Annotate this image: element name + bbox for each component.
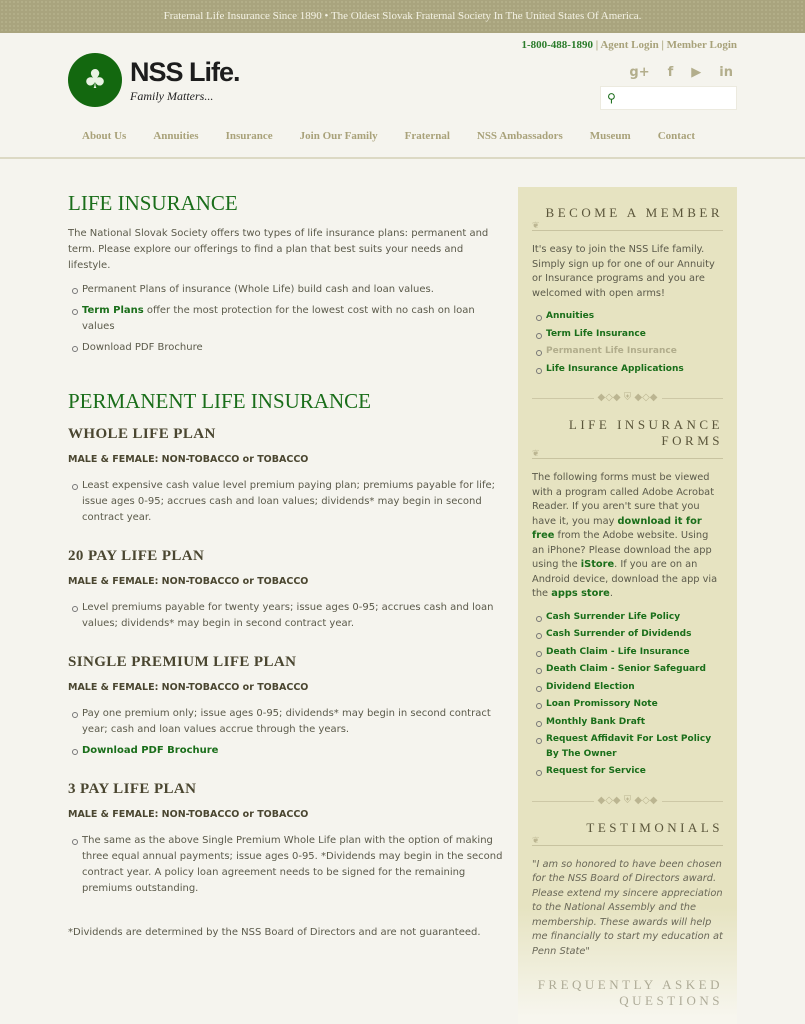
header	[0, 33, 805, 159]
form-link[interactable]: Death Claim - Senior Safeguard	[536, 662, 723, 677]
sidebar-link-term[interactable]: Term Life Insurance	[536, 327, 723, 342]
download-brochure-link[interactable]: Download PDF Brochure	[72, 743, 503, 759]
logo[interactable]	[68, 53, 240, 107]
flourish-divider	[532, 838, 723, 846]
footnote: *Dividends are determined by the NSS Board of Directors and are not guaranteed.	[68, 927, 481, 938]
flourish-divider	[532, 223, 723, 231]
member-text: It's easy to join the NSS Life family. Simply sign up for one of our Annuity or Insurance programs and you are welcomed with open arms!	[532, 244, 715, 299]
phone-link[interactable]: 1-800-488-1890	[521, 39, 593, 51]
nav-join-our-family[interactable]: Join Our Family	[299, 130, 378, 142]
form-link[interactable]: Request for Service	[536, 764, 723, 779]
plan-description: The same as the above Single Premium Whole Life plan with the option of making three equal annual payments; issue ages 0-95. *Dividends may begin in the second contract year. A policy loan agreement needs to be signed for the remaining premiums outstanding.	[72, 833, 503, 897]
form-link[interactable]: Request Affidavit For Lost Policy By The Owner	[536, 732, 723, 761]
nav-nss-ambassadors[interactable]: NSS Ambassadors	[476, 130, 563, 142]
sidebar	[518, 187, 737, 1024]
text: The following forms must be viewed with a program called Adobe Acrobat Reader. If you aren't sure that you have it, you may	[532, 472, 715, 527]
form-link[interactable]: Loan Promissory Note	[536, 697, 723, 712]
intro-text: The National Slovak Society offers two types of life insurance plans: permanent and term. Please explore our offerings to find a plan that best suits your needs and lifestyle.	[68, 228, 489, 271]
sidebar-heading: BECOME A MEMBER	[545, 205, 723, 220]
crest-icon: ◆◇◆ ⛨ ◆◇◆	[594, 392, 662, 403]
list-item: Permanent Plans of insurance (Whole Life) build cash and loan values.	[72, 282, 503, 298]
form-link[interactable]: Dividend Election	[536, 680, 723, 695]
plan-title: 20 PAY LIFE PLAN	[68, 548, 205, 564]
istore-link[interactable]: iStore	[580, 559, 615, 570]
sidebar-heading: LIFE INSURANCE FORMS	[568, 417, 723, 448]
logo-name: NSS Life.	[130, 56, 240, 87]
sidebar-link-annuities[interactable]: Annuities	[536, 309, 723, 324]
plan-label: MALE & FEMALE: NON-TOBACCO or TOBACCO	[68, 576, 309, 587]
testimonial-quote: "I am so honored to have been chosen for the NSS Board of Directors award. Please extend my sincere appreciation to the National Assembly and the membership. These awards will help me financially to start my education at Penn State"	[532, 858, 723, 957]
form-link[interactable]: Monthly Bank Draft	[536, 715, 723, 730]
list-text: offer the most protection for the lowest cost with no cash on loan values	[82, 305, 475, 332]
plan-title: 3 PAY LIFE PLAN	[68, 781, 197, 797]
plan-title: WHOLE LIFE PLAN	[68, 426, 216, 442]
ornament-divider	[532, 794, 723, 806]
main-nav	[82, 130, 695, 142]
ornament-divider	[532, 392, 723, 403]
nav-museum[interactable]: Museum	[589, 130, 631, 142]
nav-contact[interactable]: Contact	[657, 130, 695, 142]
main-content	[68, 190, 503, 941]
download-brochure-link[interactable]: Download PDF Brochure	[72, 340, 503, 356]
nav-fraternal[interactable]: Fraternal	[404, 130, 450, 142]
apps-store-link[interactable]: apps store	[551, 588, 610, 599]
plan-description: Level premiums payable for twenty years; issue ages 0-95; accrues cash and loan values; dividends* may begin in second contract year.	[72, 600, 503, 632]
member-login-link[interactable]: Member Login	[666, 39, 737, 51]
section-title: PERMANENT LIFE INSURANCE	[68, 389, 371, 413]
forms-text	[532, 471, 723, 602]
search-box	[600, 86, 737, 110]
facebook-icon[interactable]: f	[667, 65, 674, 80]
acrobat-download-link[interactable]: download it for free	[532, 515, 702, 541]
text: .	[609, 588, 613, 599]
separator: |	[658, 39, 667, 51]
sidebar-link-applications[interactable]: Life Insurance Applications	[536, 362, 723, 377]
form-link[interactable]: Cash Surrender of Dividends	[536, 627, 723, 642]
intro-list	[68, 282, 503, 356]
sidebar-heading: FREQUENTLY ASKED QUESTIONS	[537, 977, 723, 1008]
term-plans-link[interactable]: Term Plans	[82, 305, 144, 316]
plan-label: MALE & FEMALE: NON-TOBACCO or TOBACCO	[68, 809, 309, 820]
sidebar-heading: TESTIMONIALS	[586, 819, 723, 835]
sidebar-link-permanent[interactable]: Permanent Life Insurance	[536, 344, 723, 359]
search-input[interactable]	[620, 91, 730, 106]
plan-title: SINGLE PREMIUM LIFE PLAN	[68, 654, 297, 670]
list-item	[72, 303, 503, 335]
text: . If you are on an Android device, download the app via the	[532, 559, 718, 599]
form-link[interactable]: Cash Surrender Life Policy	[536, 610, 723, 625]
tagline: Family Matters...	[130, 88, 214, 103]
plan-label: MALE & FEMALE: NON-TOBACCO or TOBACCO	[68, 454, 309, 465]
crest-icon: ◆◇◆ ⛨ ◆◇◆	[594, 795, 662, 806]
nav-insurance[interactable]: Insurance	[225, 130, 273, 142]
agent-login-link[interactable]: Agent Login	[600, 39, 659, 51]
tree-logo-icon: ♣	[68, 53, 122, 107]
separator: |	[592, 39, 601, 51]
plan-description: Least expensive cash value level premium paying plan; premiums payable for life; issue ages 0-95; accrues cash and loan values; dividends* may begin in second contract year.	[72, 478, 503, 526]
text: from the Adobe website. Using an iPhone? Please download the app using the	[532, 530, 712, 570]
top-links	[521, 39, 737, 51]
nav-about-us[interactable]: About Us	[82, 130, 127, 142]
page-title: LIFE INSURANCE	[68, 191, 238, 215]
plan-description: Pay one premium only; issue ages 0-95; dividends* may begin in second contract year; cash and loan values accrue through the years.	[72, 706, 503, 738]
linkedin-icon[interactable]: in	[719, 65, 733, 80]
top-banner: Fraternal Life Insurance Since 1890 • The Oldest Slovak Fraternal Society In The United States Of America.	[0, 0, 805, 33]
social-links	[629, 65, 733, 80]
flourish-divider	[532, 451, 723, 459]
google-plus-icon[interactable]: g+	[629, 65, 650, 80]
nav-annuities[interactable]: Annuities	[153, 130, 199, 142]
youtube-icon[interactable]: ▶	[691, 65, 702, 80]
plan-label: MALE & FEMALE: NON-TOBACCO or TOBACCO	[68, 682, 309, 693]
search-icon[interactable]: ⚲	[607, 91, 616, 105]
form-link[interactable]: Death Claim - Life Insurance	[536, 645, 723, 660]
